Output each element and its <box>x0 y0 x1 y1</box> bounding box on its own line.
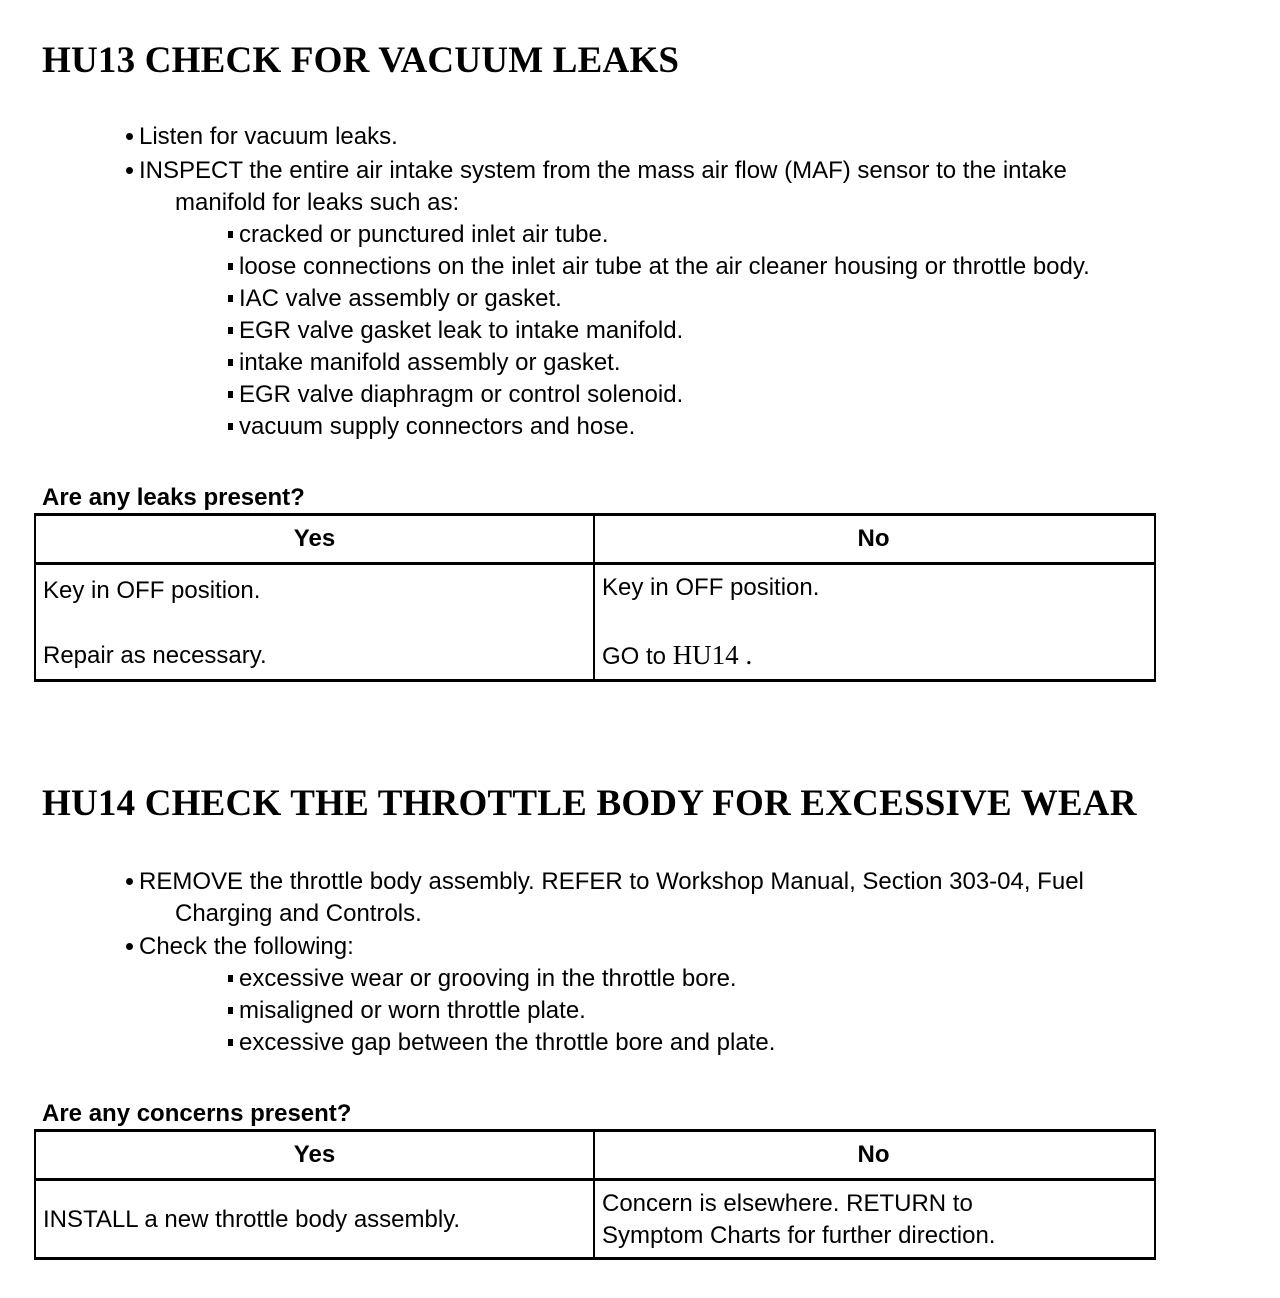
sub-item: vacuum supply connectors and hose. <box>228 415 635 439</box>
cell-no: Concern is elsewhere. RETURN to Symptom Charts for further direction. <box>593 1181 1152 1257</box>
table-header-row <box>36 516 1154 565</box>
bullet-item: Listen for vacuum leaks. <box>126 125 398 149</box>
bullet-item: INSPECT the entire air intake system from the mass air flow (MAF) sensor to the intake <box>126 159 1067 183</box>
square-bullet-icon <box>228 327 233 334</box>
cell-yes: Key in OFF position. Repair as necessary. <box>43 577 267 669</box>
table-row <box>36 565 1154 679</box>
bullet-continuation: Charging and Controls. <box>175 900 422 927</box>
square-bullet-icon <box>228 295 233 302</box>
bullet-icon <box>126 133 133 140</box>
square-bullet-icon <box>228 1039 233 1046</box>
section-title-hu14: HU14 CHECK THE THROTTLE BODY FOR EXCESSIVE WEAR <box>42 783 1137 824</box>
sub-item: EGR valve diaphragm or control solenoid. <box>228 383 683 407</box>
goto-link-hu14[interactable]: HU14 <box>672 640 739 670</box>
header-yes: Yes <box>293 525 336 552</box>
sub-item: excessive gap between the throttle bore and plate. <box>228 1031 775 1055</box>
square-bullet-icon <box>228 359 233 366</box>
bullet-item: Check the following: <box>126 935 354 959</box>
square-bullet-icon <box>228 975 233 982</box>
sub-item: EGR valve gasket leak to intake manifold. <box>228 319 683 343</box>
square-bullet-icon <box>228 423 233 430</box>
decision-table-hu14 <box>34 1129 1156 1260</box>
square-bullet-icon <box>228 1007 233 1014</box>
sub-item: misaligned or worn throttle plate. <box>228 999 586 1023</box>
header-no: No <box>593 1132 1152 1178</box>
sub-item: excessive wear or grooving in the throttle bore. <box>228 967 737 991</box>
bullet-continuation: manifold for leaks such as: <box>175 189 460 216</box>
section-title-hu13: HU13 CHECK FOR VACUUM LEAKS <box>42 40 680 81</box>
sub-item: IAC valve assembly or gasket. <box>228 287 562 311</box>
sub-item: loose connections on the inlet air tube at the air cleaner housing or throttle body. <box>228 255 1090 279</box>
cell-yes: INSTALL a new throttle body assembly. <box>43 1206 461 1233</box>
bullet-icon <box>126 167 133 174</box>
bullet-icon <box>126 878 133 885</box>
sub-item: intake manifold assembly or gasket. <box>228 351 621 375</box>
header-no: No <box>593 516 1152 562</box>
header-yes: Yes <box>293 1141 336 1168</box>
cell-no: Key in OFF position. GO to HU14 . <box>593 565 1152 679</box>
table-header-row <box>36 1132 1154 1181</box>
question-label: Are any leaks present? <box>42 484 305 511</box>
square-bullet-icon <box>228 263 233 270</box>
decision-table-hu13 <box>34 513 1156 682</box>
bullet-icon <box>126 943 133 950</box>
square-bullet-icon <box>228 231 233 238</box>
sub-item: cracked or punctured inlet air tube. <box>228 223 609 247</box>
question-label: Are any concerns present? <box>42 1100 352 1127</box>
square-bullet-icon <box>228 391 233 398</box>
table-row <box>36 1181 1154 1257</box>
bullet-item: REMOVE the throttle body assembly. REFER to Workshop Manual, Section 303-04, Fuel <box>126 870 1084 894</box>
